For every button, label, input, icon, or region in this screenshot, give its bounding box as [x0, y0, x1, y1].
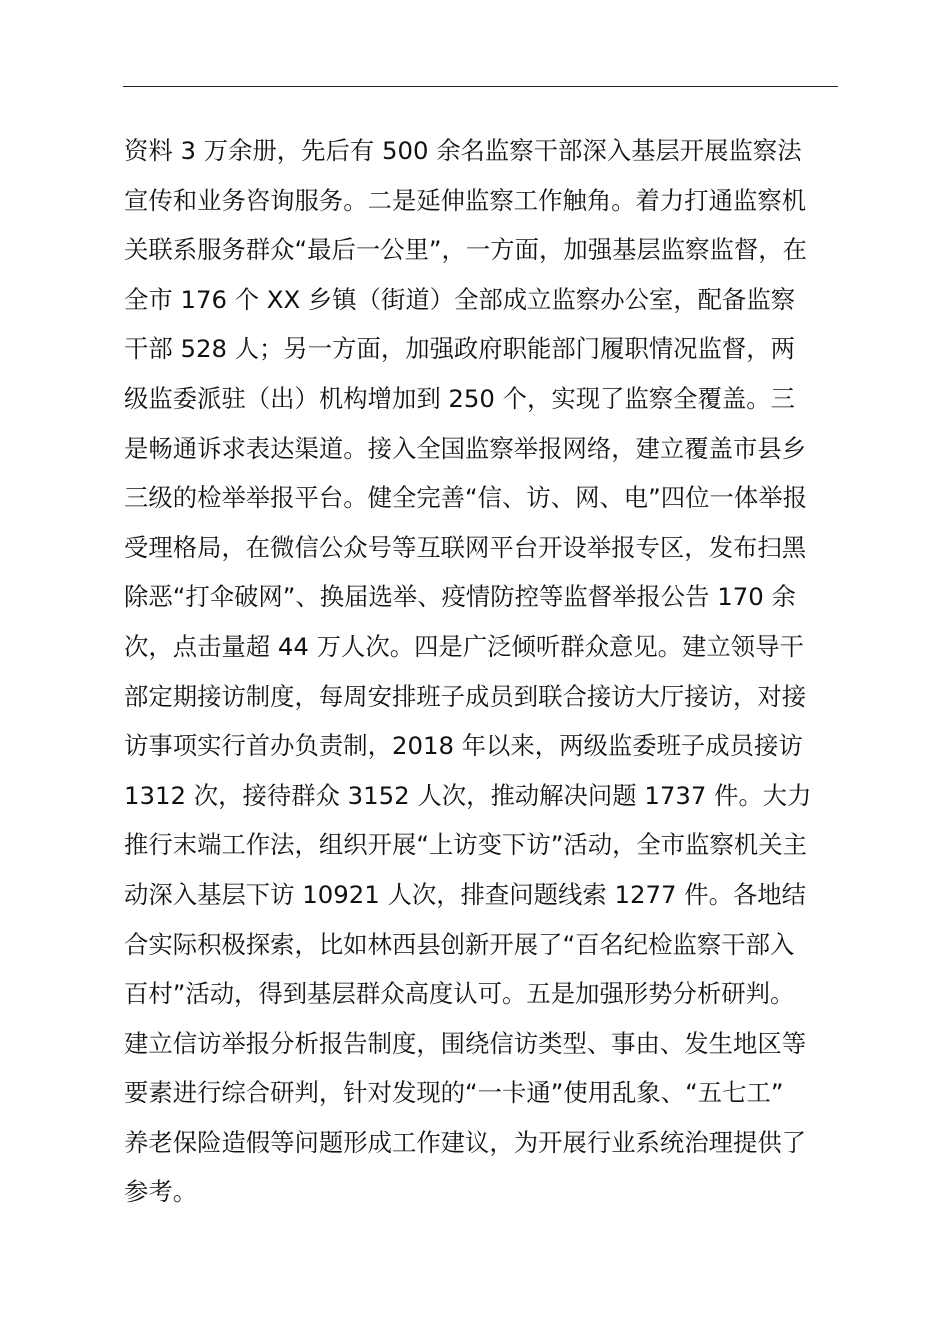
text-line: 资料 3 万余册，先后有 500 余名监察干部深入基层开展监察法	[124, 136, 802, 165]
text-line: 建立信访举报分析报告制度，围绕信访类型、事由、发生地区等	[124, 1028, 807, 1058]
text-line: 部定期接访制度，每周安排班子成员到联合接访大厅接访，对接	[124, 681, 807, 711]
text-line: 参考。	[124, 1177, 198, 1207]
document-body	[124, 126, 844, 1217]
text-line: 级监委派驻（出）机构增加到 250 个，实现了监察全覆盖。三	[124, 383, 795, 413]
text-line: 养老保险造假等问题形成工作建议，为开展行业系统治理提供了	[124, 1127, 807, 1157]
text-line: 全市 176 个 XX 乡镇（街道）全部成立监察办公室，配备监察	[124, 284, 796, 314]
text-line: 宣传和业务咨询服务。二是延伸监察工作触角。着力打通监察机	[124, 185, 807, 215]
text-line: 是畅通诉求表达渠道。接入全国监察举报网络，建立覆盖市县乡	[124, 433, 807, 463]
text-line: 关联系服务群众“最后一公里”，一方面，加强基层监察监督，在	[124, 235, 807, 265]
text-line: 动深入基层下访 10921 人次，排查问题线索 1277 件。各地结	[124, 879, 807, 909]
text-line: 1312 次，接待群众 3152 人次，推动解决问题 1737 件。大力	[124, 780, 812, 810]
text-line: 次，点击量超 44 万人次。四是广泛倾听群众意见。建立领导干	[124, 631, 804, 661]
text-line: 干部 528 人；另一方面，加强政府职能部门履职情况监督，两	[124, 334, 795, 364]
text-line: 访事项实行首办负责制，2018 年以来，两级监委班子成员接访	[124, 731, 803, 761]
text-line: 受理格局，在微信公众号等互联网平台开设举报专区，发布扫黑	[124, 532, 807, 562]
text-line: 百村”活动，得到基层群众高度认可。五是加强形势分析研判。	[124, 979, 795, 1009]
text-line: 三级的检举举报平台。健全完善“信、访、网、电”四位一体举报	[124, 483, 807, 513]
text-line: 推行末端工作法，组织开展“上访变下访”活动，全市监察机关主	[124, 830, 807, 860]
header-rule	[123, 86, 838, 87]
text-line: 要素进行综合研判，针对发现的“一卡通”使用乱象、“五七工”	[124, 1078, 784, 1108]
text-line: 除恶“打伞破网”、换届选举、疫情防控等监督举报公告 170 余	[124, 582, 796, 612]
text-line: 合实际积极探索，比如林西县创新开展了“百名纪检监察干部入	[124, 929, 795, 959]
